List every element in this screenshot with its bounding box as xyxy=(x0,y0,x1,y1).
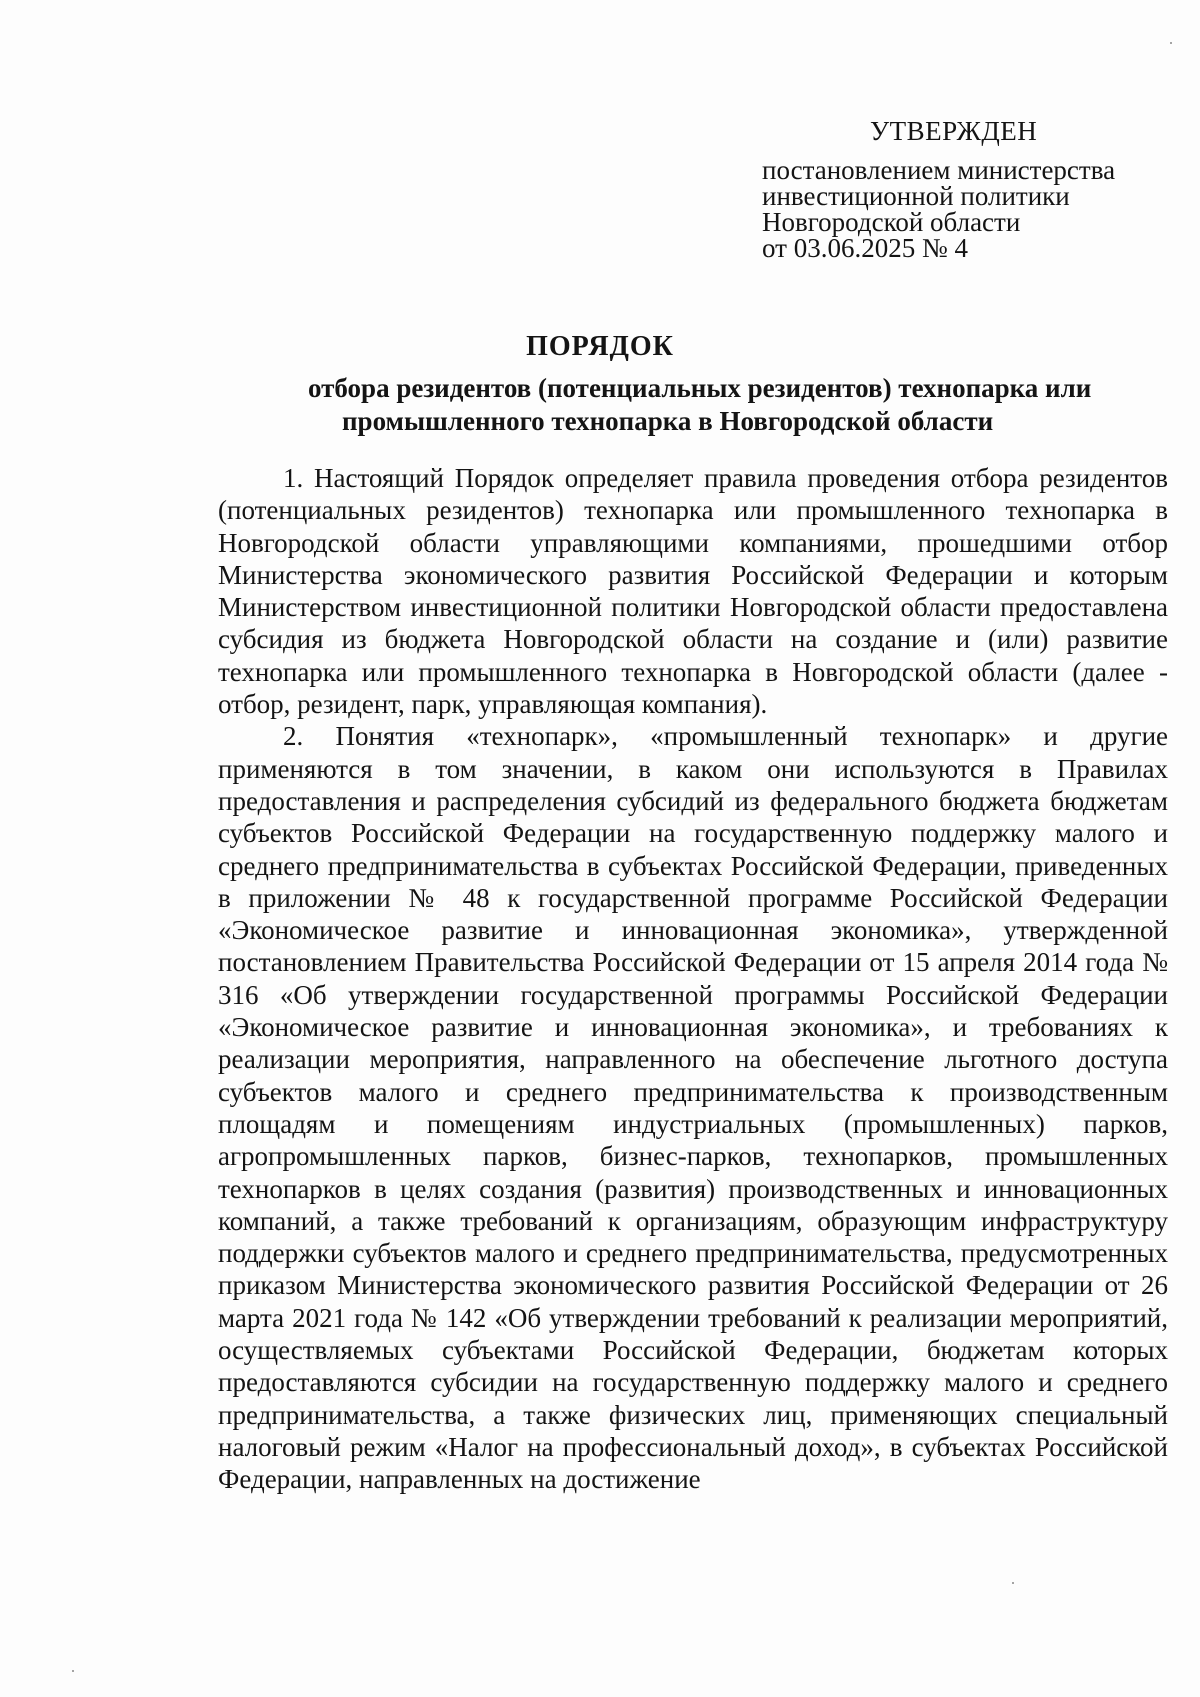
approval-line: постановлением министерства xyxy=(762,155,1116,185)
document-subtitle xyxy=(280,372,1160,438)
subtitle-line: отбора резидентов (потенциальных резидентов) технопарка или xyxy=(308,373,1092,403)
scan-speck xyxy=(72,1670,74,1672)
approval-line: инвестиционной политики xyxy=(762,181,1070,211)
document-body xyxy=(218,462,1168,1496)
scan-speck xyxy=(1170,42,1172,44)
subtitle-line: промышленного технопарка в Новгородской области xyxy=(342,406,994,436)
scan-speck xyxy=(1012,1582,1014,1584)
paragraph-1: 1. Настоящий Порядок определяет правила проведения отбора резидентов (потенциальных резидентов) технопарка или промышленного технопарка в Новгородской области управляющими компаниями, прошедшими отбор Министерства экономического развития Российской Федерации и которым Министерством инвестиционной политики Новгородской области предоставлена субсидия из бюджета Новгородской области на создание и (или) развитие технопарка или промышленного технопарка в Новгородской области (далее - отбор, резидент, парк, управляющая компания). xyxy=(218,463,1168,720)
approval-title: УТВЕРЖДЕН xyxy=(870,116,1038,146)
document-title: ПОРЯДОК xyxy=(526,331,674,362)
approval-stamp xyxy=(762,118,1142,261)
approval-date-number: от 03.06.2025 № 4 xyxy=(762,233,968,263)
approval-line: Новгородской области xyxy=(762,207,1021,237)
paragraph-2: 2. Понятия «технопарк», «промышленный технопарк» и другие применяются в том значении, в каком они используются в Правилах предоставления и распределения субсидий из федерального бюджета бюджетам субъектов Российской Федерации на государственную поддержку малого и среднего предпринимательства в субъектах Российской Федерации, приведенных в приложении № 48 к государственной программе Российской Федерации «Экономическое развитие и инновационная экономика», утвержденной постановлением Правительства Российской Федерации от 15 апреля 2014 года № 316 «Об утверждении государственной программы Российской Федерации «Экономическое развитие и инновационная экономика», и требованиях к реализации мероприятия, направленного на обеспечение льготного доступа субъектов малого и среднего предпринимательства к производственным площадям и помещениям индустриальных (промышленных) парков, агропромышленных парков, бизнес-парков, технопарков, промышленных технопарков в целях создания (развития) производственных и инновационных компаний, а также требований к организациям, образующим инфраструктуру поддержки субъектов малого и среднего предпринимательства, предусмотренных приказом Министерства экономического развития Российской Федерации от 26 марта 2021 года № 142 «Об утверждении требований к реализации мероприятий, осуществляемых субъектами Российской Федерации, бюджетам которых предоставляются субсидии на государственную поддержку малого и среднего предпринимательства, а также физических лиц, применяющих специальный налоговый режим «Налог на профессиональный доход», в субъектах Российской Федерации, направленных на достижение xyxy=(218,721,1168,1495)
